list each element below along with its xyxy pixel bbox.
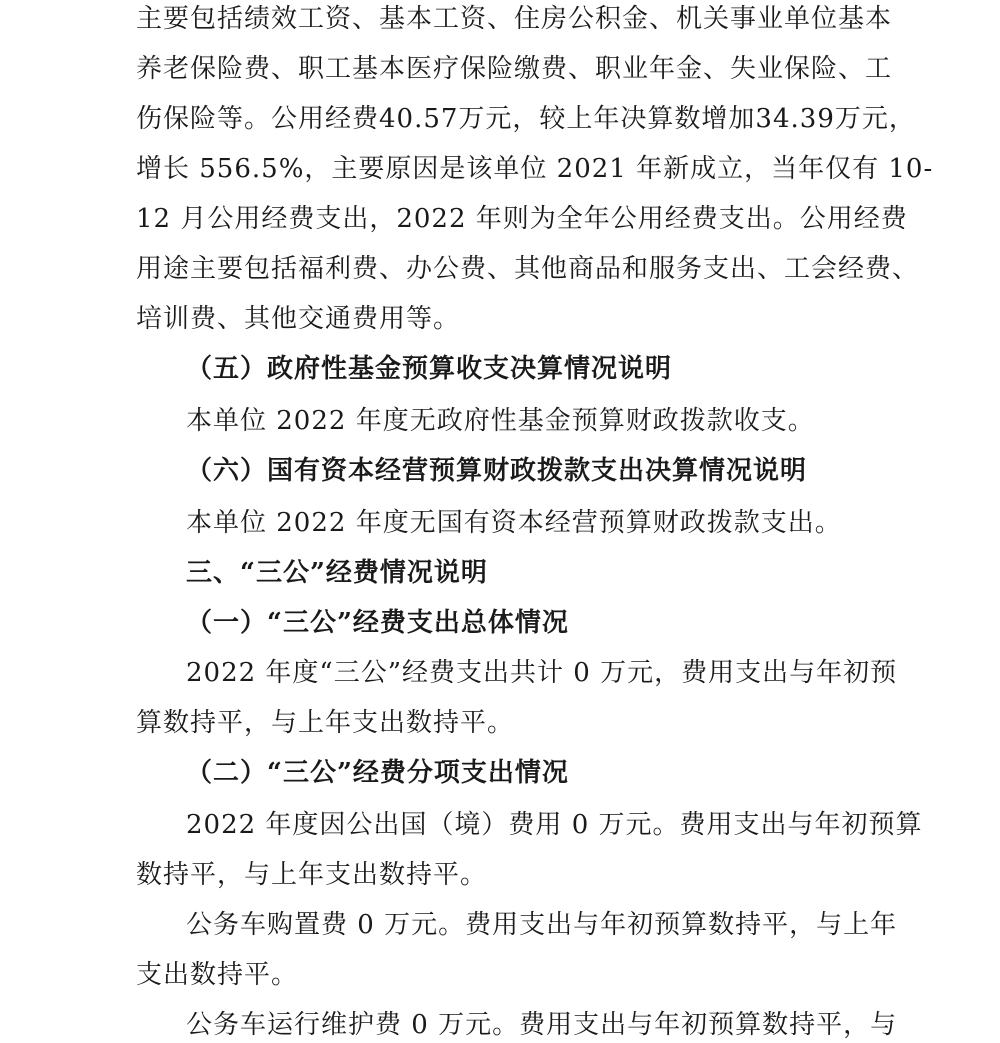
text-line: 2022 年度因公出国（境）费用 0 万元。费用支出与年初预算 [186, 810, 923, 840]
text-line: 本单位 2022 年度无国有资本经营预算财政拨款支出。 [186, 508, 842, 538]
text-line: 主要包括绩效工资、基本工资、住房公积金、机关事业单位基本 [136, 4, 893, 34]
section-heading-5: （五）政府性基金预算收支决算情况说明 [186, 354, 673, 384]
section-heading-1: （一）“三公”经费支出总体情况 [186, 608, 569, 638]
text-line: 本单位 2022 年度无政府性基金预算财政拨款收支。 [186, 406, 815, 436]
text-line: 用途主要包括福利费、办公费、其他商品和服务支出、工会经费、 [136, 254, 920, 284]
text-line: 数持平，与上年支出数持平。 [136, 860, 488, 890]
text-line: 培训费、其他交通费用等。 [136, 304, 461, 334]
text-line: 公务车购置费 0 万元。费用支出与年初预算数持平，与上年 [186, 910, 898, 940]
text-line: 增长 556.5%，主要原因是该单位 2021 年新成立，当年仅有 10- [136, 154, 934, 184]
text-line: 伤保险等。公用经费40.57万元，较上年决算数增加34.39万元， [136, 104, 916, 134]
text-line: 12 月公用经费支出，2022 年则为全年公用经费支出。公用经费 [136, 204, 908, 234]
chapter-heading-3: 三、“三公”经费情况说明 [186, 558, 488, 588]
text-line: 公务车运行维护费 0 万元。费用支出与年初预算数持平，与 [186, 1010, 898, 1040]
text-line: 养老保险费、职工基本医疗保险缴费、职业年金、失业保险、工 [136, 54, 893, 84]
section-heading-6: （六）国有资本经营预算财政拨款支出决算情况说明 [186, 456, 808, 486]
text-line: 算数持平，与上年支出数持平。 [136, 708, 515, 738]
text-line: 2022 年度“三公”经费支出共计 0 万元，费用支出与年初预 [186, 658, 898, 688]
section-heading-2: （二）“三公”经费分项支出情况 [186, 758, 569, 788]
text-line: 支出数持平。 [136, 960, 299, 990]
